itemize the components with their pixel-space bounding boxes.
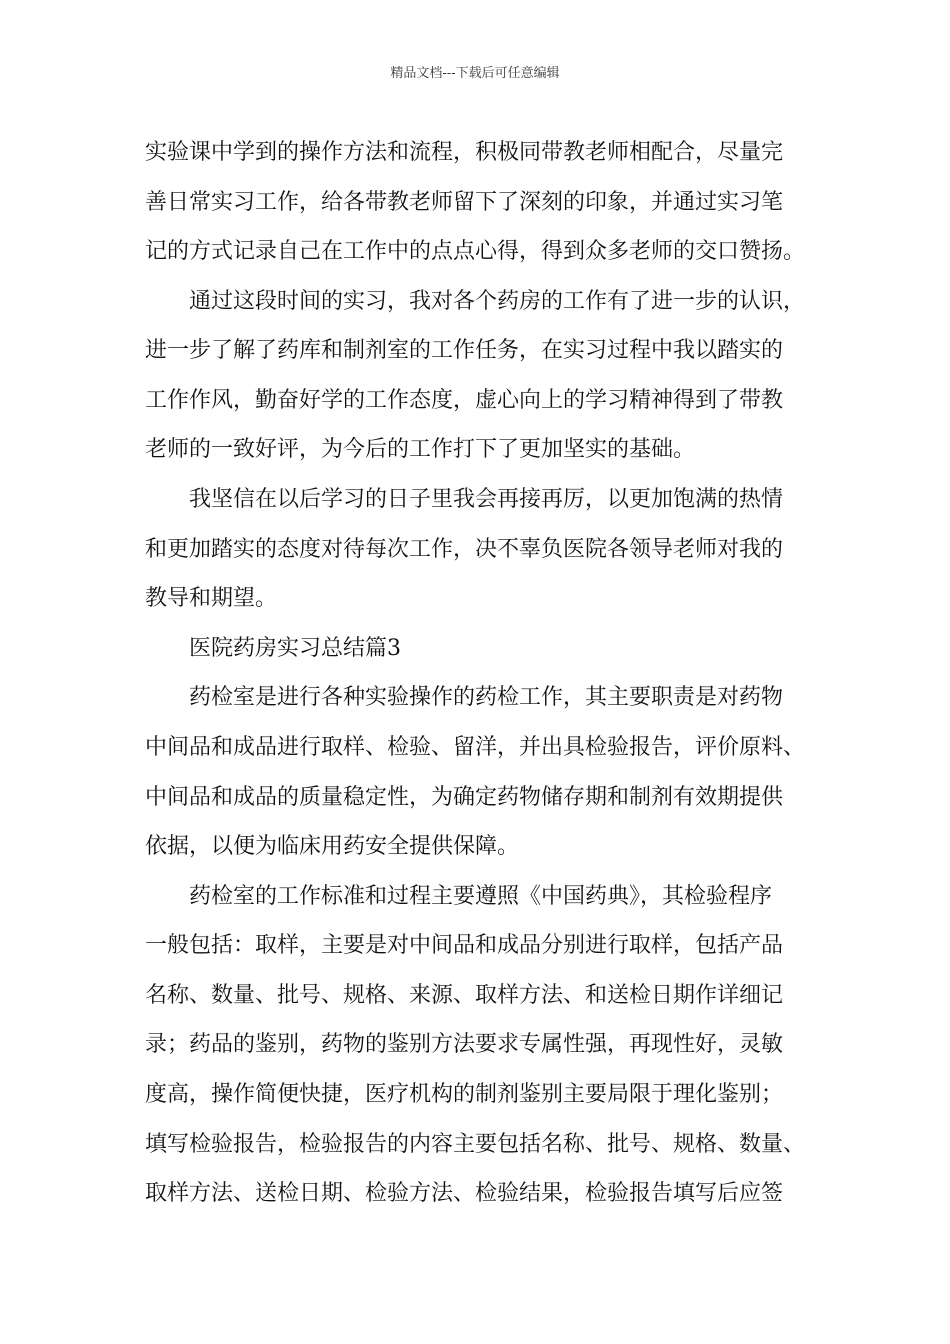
text-line: 我坚信在以后学习的日子里我会再接再厉，以更加饱满的热情	[189, 487, 784, 512]
text-line: 依据，以便为临床用药安全提供保障。	[145, 834, 520, 859]
text-line: 老师的一致好评，为今后的工作打下了更加坚实的基础。	[145, 437, 696, 462]
text-line: 实验课中学到的操作方法和流程，积极同带教老师相配合，尽量完	[145, 140, 784, 165]
text-line: 进一步了解了药库和制剂室的工作任务，在实习过程中我以踏实的	[145, 338, 784, 363]
text-line: 一般包括：取样，主要是对中间品和成品分别进行取样，包括产品	[145, 933, 784, 958]
text-line: 善日常实习工作，给各带教老师留下了深刻的印象，并通过实习笔	[145, 190, 784, 215]
text-line: 中间品和成品进行取样、检验、留洋，并出具检验报告，评价原料、	[145, 735, 806, 760]
text-line: 记的方式记录自己在工作中的点点心得，得到众多老师的交口赞扬。	[145, 239, 806, 264]
text-line: 度高，操作简便快捷，医疗机构的制剂鉴别主要局限于理化鉴别；	[145, 1082, 784, 1107]
text-line: 药检室的工作标准和过程主要遵照《中国药典》，其检验程序	[189, 884, 773, 909]
text-line: 药检室是进行各种实验操作的药检工作，其主要职责是对药物	[189, 685, 784, 710]
text-line: 和更加踏实的态度对待每次工作，决不辜负医院各领导老师对我的	[145, 537, 784, 562]
text-line: 教导和期望。	[145, 586, 278, 611]
text-line: 工作作风，勤奋好学的工作态度，虚心向上的学习精神得到了带教	[145, 388, 784, 413]
text-line: 录；药品的鉴别，药物的鉴别方法要求专属性强，再现性好，灵敏	[145, 1032, 784, 1057]
text-line: 中间品和成品的质量稳定性，为确定药物储存期和制剂有效期提供	[145, 785, 784, 810]
text-line: 填写检验报告，检验报告的内容主要包括名称、批号、规格、数量、	[145, 1132, 806, 1157]
section-heading: 医院药房实习总结篇3	[189, 636, 401, 661]
text-line: 通过这段时间的实习，我对各个药房的工作有了进一步的认识，	[189, 289, 806, 314]
text-line: 取样方法、送检日期、检验方法、检验结果，检验报告填写后应签	[145, 1181, 784, 1206]
text-line: 名称、数量、批号、规格、来源、取样方法、和送检日期作详细记	[145, 983, 784, 1008]
page-header: 精品文档---下载后可任意编辑	[390, 66, 560, 81]
